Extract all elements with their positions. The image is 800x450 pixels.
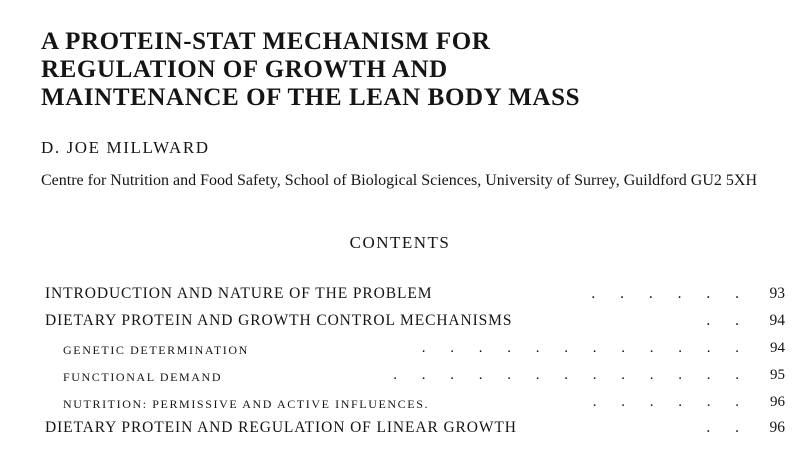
title-line-2: REGULATION OF GROWTH AND (41, 56, 448, 83)
toc-entry-label: GENETIC DETERMINATION (63, 343, 249, 357)
toc-entry-introduction[interactable] (45, 285, 785, 309)
toc-leader-dots: . . . . . . (592, 394, 739, 410)
author-name: D. JOE MILLWARD (41, 138, 210, 157)
toc-entry-label: DIETARY PROTEIN AND REGULATION OF LINEAR GROWTH (45, 419, 517, 436)
title-line-1: A PROTEIN-STAT MECHANISM FOR (41, 28, 491, 55)
title-line-3: MAINTENANCE OF THE LEAN BODY MASS (41, 84, 581, 111)
toc-entry-label: NUTRITION: PERMISSIVE AND ACTIVE INFLUENCES. (63, 397, 430, 411)
article-title (41, 28, 781, 112)
toc-entry-genetic-determination[interactable] (45, 340, 785, 364)
toc-entry-linear-growth[interactable] (45, 419, 785, 443)
toc-leader-dots: . . . . . . . . . . . . (421, 340, 739, 356)
toc-leader-dots: . . . . . . (591, 285, 739, 302)
toc-entry-label: DIETARY PROTEIN AND GROWTH CONTROL MECHANISMS (45, 312, 513, 329)
toc-entry-growth-control[interactable] (45, 312, 785, 336)
toc-leader-dots: . . (706, 419, 739, 436)
toc-page-number: 96 (769, 419, 785, 436)
toc-leader-dots: . . . . . . . . . . . . . (393, 367, 739, 383)
toc-leader-dots: . . (706, 312, 739, 329)
contents-heading: CONTENTS (349, 233, 451, 252)
toc-page-number: 95 (770, 367, 785, 383)
toc-page-number: 93 (769, 285, 785, 302)
author-affiliation: Centre for Nutrition and Food Safety, School of Biological Sciences, University of Surrey, Guildford GU2 5XH (41, 172, 758, 189)
toc-entry-label: FUNCTIONAL DEMAND (63, 370, 223, 384)
toc-page-number: 94 (769, 312, 785, 329)
toc-page-number: 94 (770, 340, 785, 356)
toc-entry-functional-demand[interactable] (45, 367, 785, 391)
toc-page-number: 96 (770, 394, 785, 410)
toc-entry-label: INTRODUCTION AND NATURE OF THE PROBLEM (45, 285, 433, 302)
toc-entry-nutrition-influences[interactable] (45, 394, 785, 418)
